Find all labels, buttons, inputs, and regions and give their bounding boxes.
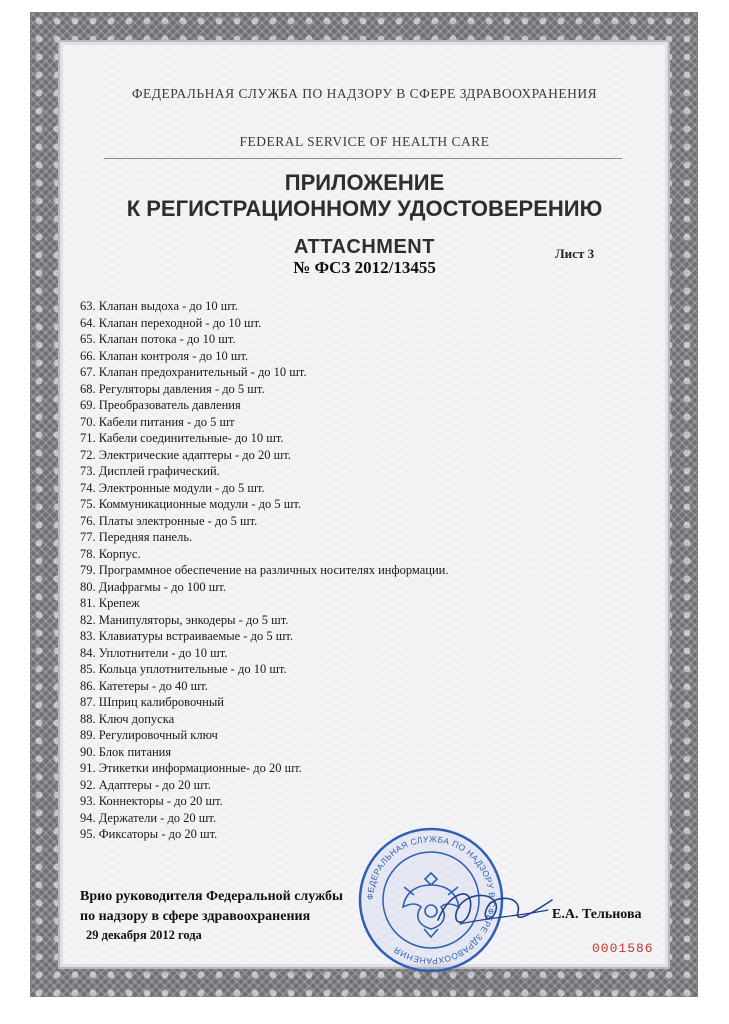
signer-name: Е.А. Тельнова	[552, 907, 642, 922]
header-divider	[104, 158, 622, 159]
list-item: 85. Кольца уплотнительные - до 10 шт.	[80, 662, 287, 676]
list-item: 68. Регуляторы давления - до 5 шт.	[80, 381, 265, 396]
list-item: 66. Клапан контроля - до 10 шт.	[80, 348, 249, 363]
list-item: 81. Крепеж	[80, 596, 140, 610]
list-item: 91. Этикетки информационные- до 20 шт.	[80, 761, 302, 775]
signer-title-line-2: по надзору в сфере здравоохранения	[80, 909, 311, 924]
list-item: 79. Программное обеспечение на различных носителях информации.	[80, 563, 449, 577]
agency-name-en: FEDERAL SERVICE OF HEALTH CARE	[239, 134, 490, 149]
list-item: 65. Клапан потока - до 10 шт.	[80, 332, 236, 346]
list-item: 77. Передняя панель.	[80, 530, 193, 544]
list-item: 73. Дисплей графический.	[80, 464, 220, 478]
list-item: 67. Клапан предохранительный - до 10 шт.	[80, 365, 307, 379]
handwritten-signature	[430, 880, 560, 935]
list-item: 72. Электрические адаптеры - до 20 шт.	[80, 447, 291, 462]
list-item: 63. Клапан выдоха - до 10 шт.	[80, 299, 239, 313]
list-item: 71. Кабели соединительные- до 10 шт.	[80, 431, 284, 445]
list-item: 83. Клавиатуры встраиваемые - до 5 шт.	[80, 629, 293, 643]
list-item: 76. Платы электронные - до 5 шт.	[80, 513, 258, 528]
list-item: 84. Уплотнители - до 10 шт.	[80, 645, 228, 660]
list-item: 82. Манипуляторы, энкодеры - до 5 шт.	[80, 612, 289, 627]
list-item: 70. Кабели питания - до 5 шт	[80, 414, 235, 429]
serial-number: 0001586	[592, 941, 654, 956]
list-item: 69. Преобразователь давления	[80, 398, 241, 412]
sign-date: 29 декабря 2012 года	[86, 928, 202, 942]
list-item: 95. Фиксаторы - до 20 шт.	[80, 827, 218, 841]
list-item: 89. Регулировочный ключ	[80, 728, 218, 742]
list-item: 80. Диафрагмы - до 100 шт.	[80, 579, 226, 594]
components-list	[80, 298, 640, 843]
list-item: 75. Коммуникационные модули - до 5 шт.	[80, 497, 302, 511]
list-item: 93. Коннекторы - до 20 шт.	[80, 794, 223, 808]
document-title: ПРИЛОЖЕНИЕ	[284, 170, 445, 195]
list-item: 64. Клапан переходной - до 10 шт.	[80, 315, 262, 330]
sheet-number: Лист 3	[555, 246, 595, 261]
agency-name-ru: ФЕДЕРАЛЬНАЯ СЛУЖБА ПО НАДЗОРУ В СФЕРЕ ЗДРАВООХРАНЕНИЯ	[131, 86, 598, 101]
signer-title	[80, 887, 343, 927]
list-item: 86. Катетеры - до 40 шт.	[80, 678, 208, 693]
list-item: 78. Корпус.	[80, 546, 141, 561]
attachment-label: ATTACHMENT	[294, 236, 435, 258]
list-item: 88. Ключ допуска	[80, 711, 175, 726]
list-item: 92. Адаптеры - до 20 шт.	[80, 777, 211, 792]
list-item: 90. Блок питания	[80, 744, 172, 759]
stamp-text: ФЕДЕРАЛЬНАЯ СЛУЖБА ПО НАДЗОРУ В СФЕРЕ ЗДРАВООХРАНЕНИЯ	[364, 833, 498, 967]
document-subtitle: К РЕГИСТРАЦИОННОМУ УДОСТОВЕРЕНИЮ	[126, 196, 603, 221]
list-item: 74. Электронные модули - до 5 шт.	[80, 480, 265, 495]
signer-title-line-1: Врио руководителя Федеральной службы	[80, 889, 343, 904]
list-item: 87. Шприц калибровочный	[80, 695, 224, 709]
registration-number: № ФСЗ 2012/13455	[293, 258, 436, 277]
list-item: 94. Держатели - до 20 шт.	[80, 810, 217, 825]
